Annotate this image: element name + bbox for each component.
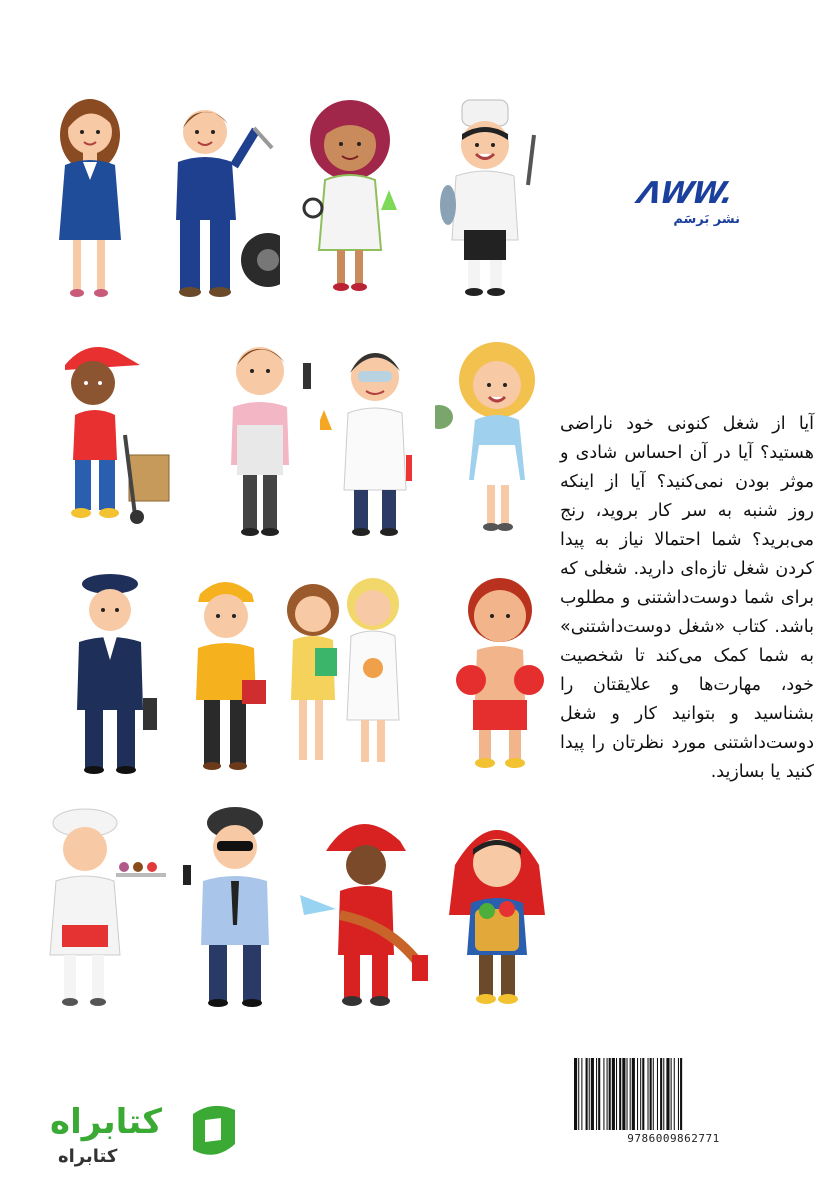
publisher-name: نشر بَرسَم <box>673 212 740 227</box>
book-description <box>560 410 814 787</box>
mechanic-icon <box>150 90 280 310</box>
waitress-icon <box>435 335 565 555</box>
teacher-and-vet-icon <box>275 570 405 790</box>
watermark-name: کتابراه <box>50 1102 163 1142</box>
police-officer-icon <box>175 805 305 1025</box>
businesswoman-icon <box>35 90 165 310</box>
chemist-boy-icon <box>320 335 450 555</box>
ketabrah-watermark <box>40 1092 220 1182</box>
chef-icon <box>430 90 560 310</box>
career-illustrations <box>30 90 570 1020</box>
baker-icon <box>40 805 170 1025</box>
delivery-boy-icon <box>45 335 175 555</box>
publisher-logo <box>610 178 760 248</box>
publisher-mark: ɅWW. <box>634 176 736 211</box>
firefighter-icon <box>300 805 430 1025</box>
farmer-girl-icon <box>435 805 565 1025</box>
pilot-icon <box>55 570 185 790</box>
description-paragraph: آیا از شغل کنونی خود ناراضی هستید؟ آیا در آن احساس شادی و موثر بودن نمی‌کنید؟ آیا از اینکه روز شنبه به سر کار بروید، رنج می‌برید؟ شما احتمالا نیاز به پیدا کردن شغل تازه‌ای دارید. شغلی که برای شما دوست‌داشتنی و مطلوب باشد. کتاب «شغل دوست‌داشتنی» به شما کمک می‌کند تا شخصیت خود، مهارت‌ها و علایقتان را بشناسید و بتوانید کار و شغل دوست‌داشتنی مورد نظرتان را پیدا کنید یا بسازید. <box>560 414 814 782</box>
barcode-bars <box>572 1058 775 1130</box>
watermark-name-small: کتابراه <box>58 1146 118 1167</box>
boxer-icon <box>445 570 575 790</box>
scientist-girl-icon <box>285 90 415 310</box>
isbn-barcode <box>572 1058 775 1148</box>
isbn-number: 9786009862771 <box>627 1132 720 1145</box>
ketabrah-logo-icon <box>185 1100 243 1162</box>
